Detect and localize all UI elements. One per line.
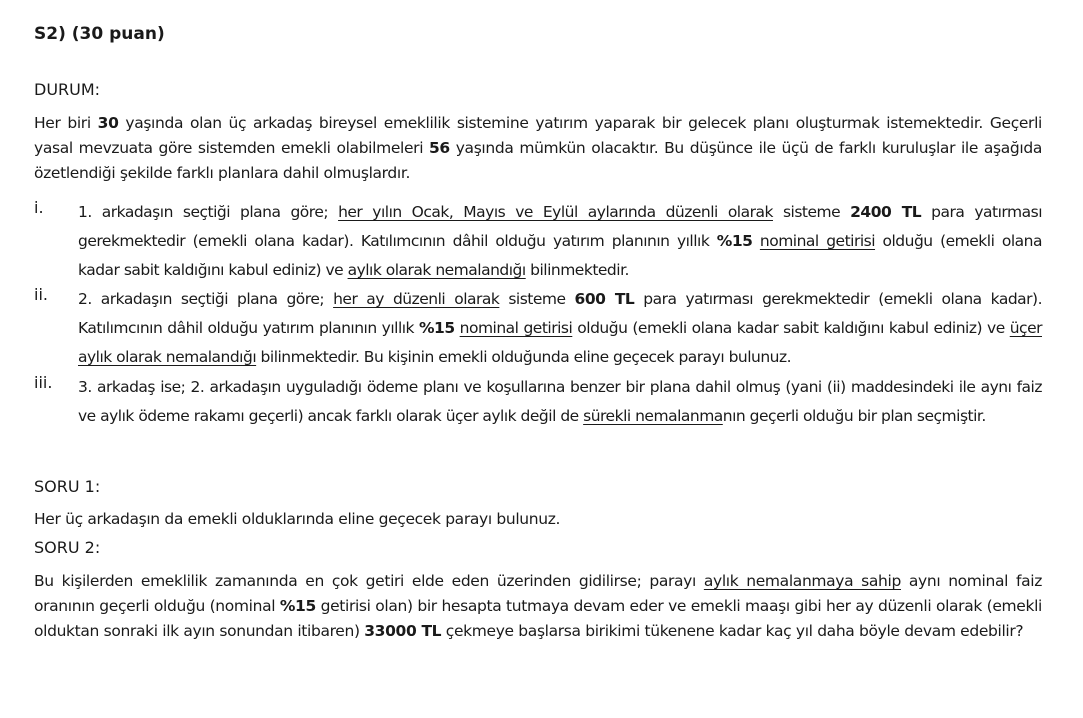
durum-paragraph: Her biri 30 yaşında olan üç arkadaş bireysel emeklilik sistemine yatırım yaparak bir gelecek planı oluşturmak istemektedir. Geçerli yasal mevzuata göre sistemden emekli olabilmeleri 56 yaşında mümkün olacaktır. Bu düşünce ile üçü de farklı kuruluşlar ile aşağıda özetlendiği şekilde farklı planlara dahil olmuşlardır. [34, 114, 1042, 182]
item-number: iii. [34, 373, 53, 392]
item-text: 2. arkadaşın seçtiği plana göre; her ay düzenli olarak sisteme 600 TL para yatırması gerekmektedir (emekli olana kadar). Katılımcının dâhil olduğu yatırım planının yıllık %15 nominal getirisi olduğu (emekli olana kadar sabit kaldığını kabul ediniz) ve üçer aylık olarak nemalandığı bilinmektedir. Bu kişinin emekli olduğunda eline geçecek parayı bulunuz. [78, 290, 1043, 366]
soru2-heading: SORU 2: [34, 538, 101, 557]
soru2-paragraph: Bu kişilerden emeklilik zamanında en çok getiri elde eden üzerinden gidilirse; parayı aylık nemalanmaya sahip aynı nominal faiz oranının geçerli olduğu (nominal %15 getirisi olan) bir hesapta tutmaya devam eder ve emekli maaşı gibi her ay düzenli olarak (emekli olduktan sonraki ilk ayın sonundan itibaren) 33000 TL çekmeye başlarsa birikimi tükenene kadar kaç yıl daha böyle devam edebilir? [34, 572, 1042, 640]
item-number: ii. [34, 285, 48, 304]
soru1-heading: SORU 1: [34, 477, 101, 496]
item-number: i. [34, 198, 44, 217]
retire-age-value: 56 [429, 139, 450, 157]
item-text: 3. arkadaş ise; 2. arkadaşın uyguladığı ödeme planı ve koşullarına benzer bir plana dahil olmuş (yani (ii) maddesindeki ile aynı faiz ve aylık ödeme rakamı geçerli) ancak farklı olarak üçer aylık değil de sürekli nemalanmanın geçerli olduğu bir plan seçmiştir. [78, 378, 1042, 425]
age-value: 30 [97, 114, 119, 132]
item-text: 1. arkadaşın seçtiği plana göre; her yılın Ocak, Mayıs ve Eylül aylarında düzenli olarak sisteme 2400 TL para yatırması gerekmektedir (emekli olana kadar). Katılımcının dâhil olduğu yatırım planının yıllık %15 nominal getirisi olduğu (emekli olana kadar sabit kaldığını kabul ediniz) ve aylık olarak nemalandığı bilinmektedir. [78, 203, 1042, 279]
question-title: S2) (30 puan) [34, 24, 165, 44]
durum-heading: DURUM: [34, 80, 101, 99]
soru1-text: Her üç arkadaşın da emekli olduklarında eline geçecek parayı bulunuz. [34, 510, 561, 528]
